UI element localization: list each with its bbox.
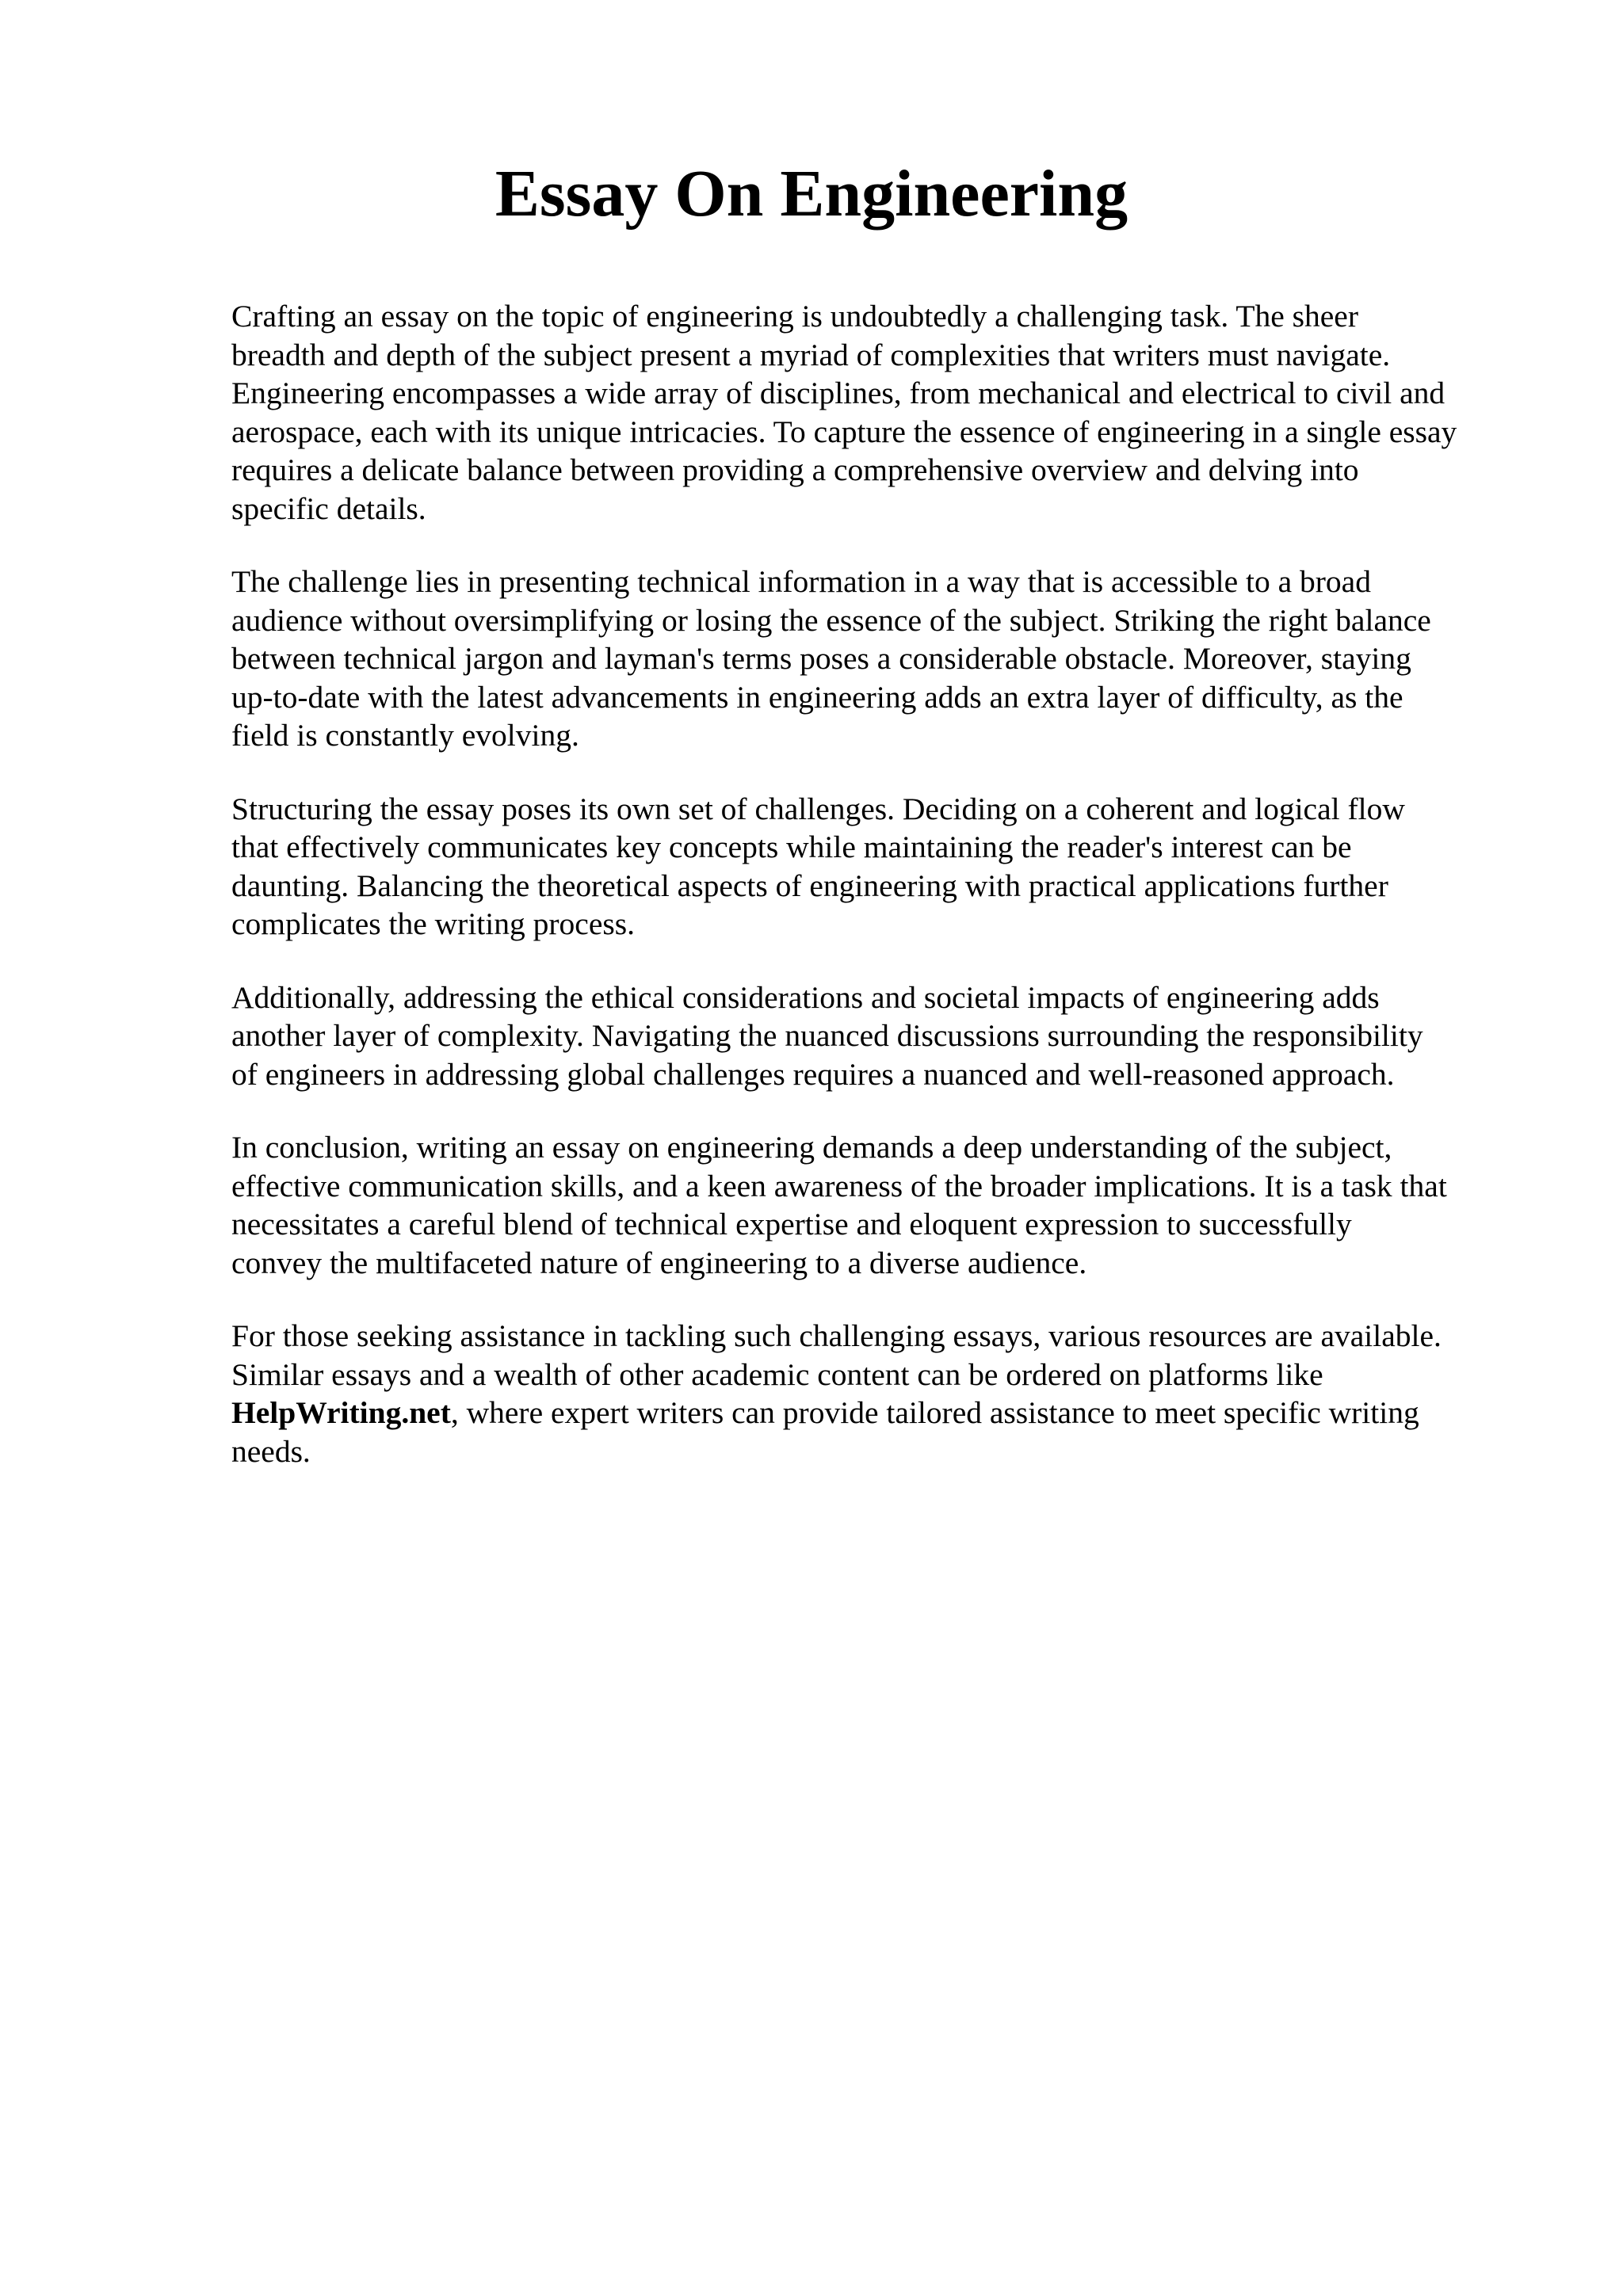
text-line: audience without oversimplifying or losing the essence of the subject. Striking the right balance: [231, 602, 1431, 638]
text-fragment: , where expert writers can provide tailored assistance to meet specific writing: [450, 1395, 1419, 1430]
text-line: Engineering encompasses a wide array of disciplines, from mechanical and electrical to civil and: [231, 376, 1445, 410]
paragraph-4: [231, 978, 1539, 1094]
paragraph-2: [231, 563, 1539, 755]
text-line: breadth and depth of the subject present a myriad of complexities that writers must navigate.: [231, 337, 1391, 372]
paragraph-6-closing: [231, 1317, 1539, 1470]
text-line: aerospace, each with its unique intricacies. To capture the essence of engineering in a single essay: [231, 414, 1457, 449]
text-line: necessitates a careful blend of technical expertise and eloquent expression to successfully: [231, 1207, 1352, 1241]
text-line: Structuring the essay poses its own set of challenges. Deciding on a coherent and logical flow: [231, 791, 1405, 826]
essay-body: [231, 297, 1539, 1505]
text-line: daunting. Balancing the theoretical aspects of engineering with practical applications further: [231, 868, 1388, 903]
text-line: that effectively communicates key concepts while maintaining the reader's interest can be: [231, 830, 1352, 864]
text-line: field is constantly evolving.: [231, 718, 579, 753]
paragraph-1: [231, 297, 1539, 528]
text-line: The challenge lies in presenting technical information in a way that is accessible to a broad: [231, 564, 1371, 599]
paragraph-5: [231, 1128, 1539, 1282]
text-line: Additionally, addressing the ethical considerations and societal impacts of engineering adds: [231, 979, 1380, 1015]
text-line: needs.: [231, 1433, 311, 1469]
paragraph-3: [231, 790, 1539, 944]
document-title: Essay On Engineering: [495, 157, 1128, 231]
text-line: specific details.: [231, 490, 426, 526]
text-line: Crafting an essay on the topic of engineering is undoubtedly a challenging task. The sheer: [231, 299, 1358, 334]
text-line: effective communication skills, and a keen awareness of the broader implications. It is a task that: [231, 1168, 1447, 1203]
text-line: For those seeking assistance in tackling such challenging essays, various resources are available.: [231, 1318, 1442, 1353]
text-line-with-link: [231, 1394, 1539, 1432]
text-line: convey the multifaceted nature of engineering to a diverse audience.: [231, 1245, 1087, 1280]
helpwriting-link[interactable]: HelpWriting.net: [231, 1395, 451, 1430]
text-line: In conclusion, writing an essay on engineering demands a deep understanding of the subject,: [231, 1130, 1392, 1165]
text-line: of engineers in addressing global challenges requires a nuanced and well-reasoned approach.: [231, 1056, 1395, 1092]
text-line: another layer of complexity. Navigating the nuanced discussions surrounding the responsibility: [231, 1018, 1423, 1053]
text-line: requires a delicate balance between providing a comprehensive overview and delving into: [231, 452, 1359, 487]
text-line: Similar essays and a wealth of other academic content can be ordered on platforms like: [231, 1356, 1323, 1392]
text-line: up-to-date with the latest advancements in engineering adds an extra layer of difficulty, as the: [231, 679, 1403, 715]
text-line: between technical jargon and layman's terms poses a considerable obstacle. Moreover, staying: [231, 641, 1411, 676]
text-line: complicates the writing process.: [231, 906, 635, 941]
